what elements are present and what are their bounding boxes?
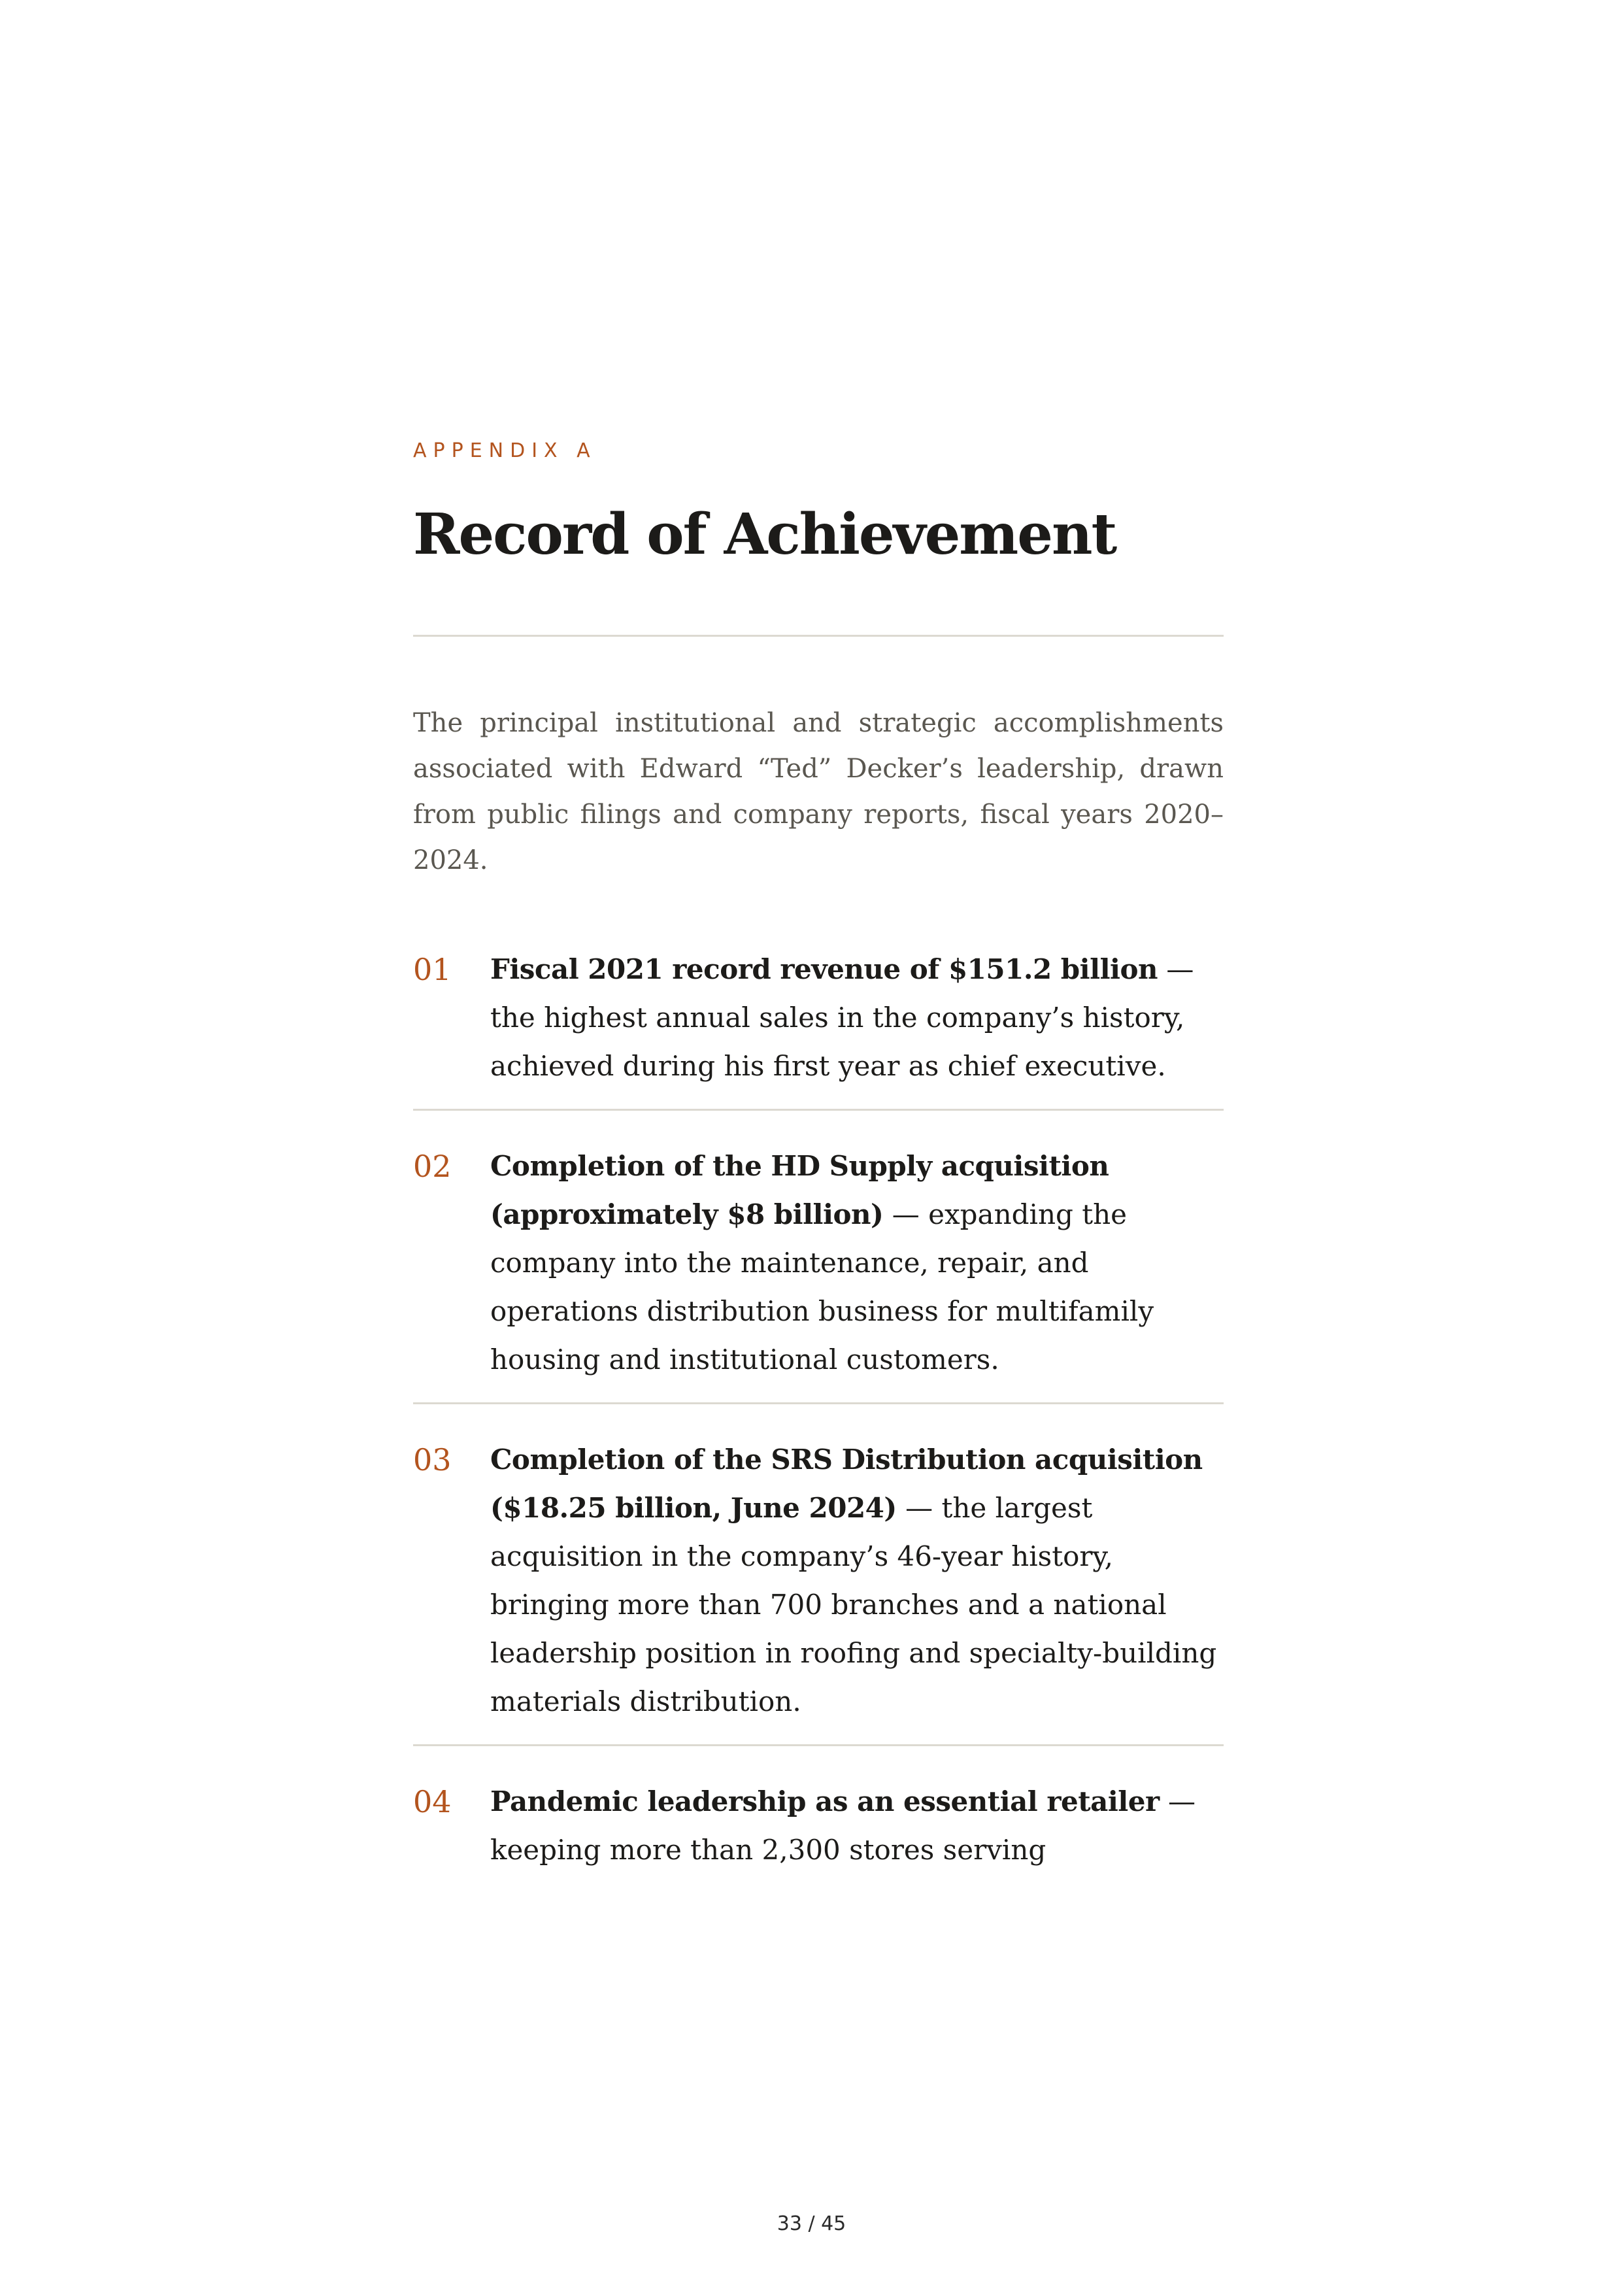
achievement-item (413, 945, 1224, 1090)
item-lead: Pandemic leadership as an essential retailer (490, 1785, 1160, 1817)
achievement-item (413, 1142, 1224, 1384)
item-text (490, 1436, 1224, 1726)
item-number: 02 (413, 1149, 452, 1184)
item-lead: Completion of the HD Supply acquisition (approximately $8 billion) (490, 1150, 1109, 1230)
item-lead: Fiscal 2021 record revenue of $151.2 billion (490, 953, 1158, 985)
page-number: 33 / 45 (777, 2212, 846, 2235)
item-number: 01 (413, 952, 452, 987)
appendix-label: APPENDIX A (413, 439, 597, 462)
intro-paragraph: The principal institutional and strategic accomplishments associated with Edward “Ted” Decker’s leadership, drawn from public filings and company reports, fiscal years 2020–2024. (413, 708, 1224, 875)
achievement-list (413, 945, 1224, 1874)
achievement-item (413, 1436, 1224, 1726)
appendix-content (413, 438, 1224, 1874)
item-description: — keeping more than 2,300 stores serving (490, 1785, 1196, 1866)
item-divider (413, 1402, 1224, 1404)
item-text (490, 945, 1224, 1090)
item-text (490, 1778, 1224, 1874)
item-description: — the highest annual sales in the company’s history, achieved during his first year as chief executive. (490, 953, 1194, 1082)
item-number: 03 (413, 1442, 452, 1477)
item-description: — expanding the company into the maintenance, repair, and operations distribution business for multifamily housing and institutional customers. (490, 1198, 1154, 1376)
item-number: 04 (413, 1784, 452, 1819)
page-title: Record of Achievement (413, 501, 1116, 567)
item-lead: Completion of the SRS Distribution acquisition ($18.25 billion, June 2024) (490, 1443, 1203, 1524)
achievement-item (413, 1778, 1224, 1874)
item-divider (413, 1744, 1224, 1746)
item-text (490, 1142, 1224, 1384)
title-divider (413, 635, 1224, 637)
item-divider (413, 1109, 1224, 1111)
item-description: — the largest acquisition in the company’s 46-year history, bringing more than 700 branches and a national leadership position in roofing and specialty-building materials distribution. (490, 1492, 1217, 1717)
